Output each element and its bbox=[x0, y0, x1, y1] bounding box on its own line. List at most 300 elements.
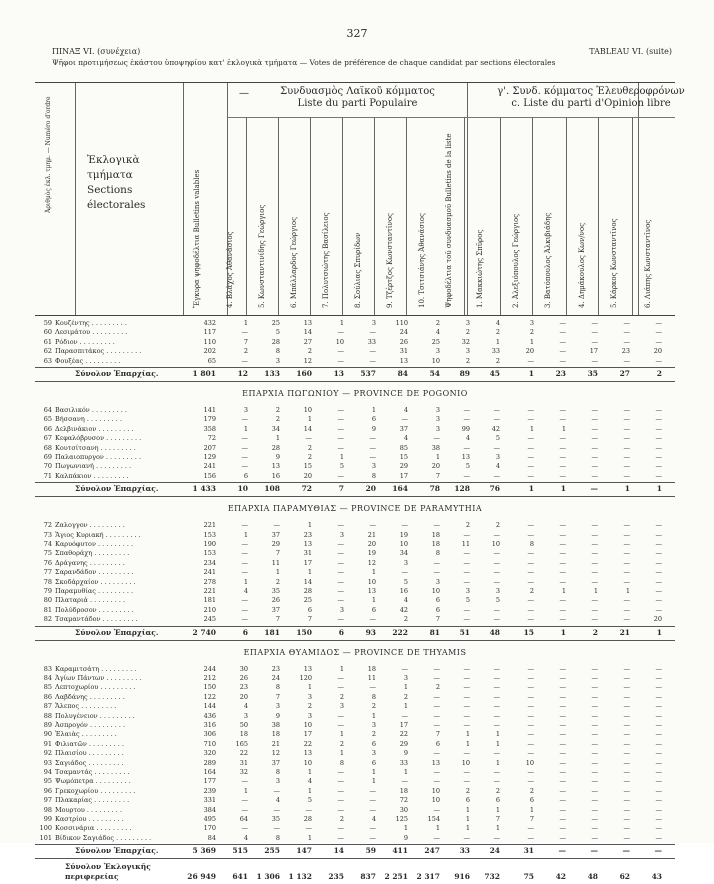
table-cell: 5 bbox=[465, 462, 470, 471]
table-cell: — bbox=[623, 739, 630, 748]
table-cell: 177 bbox=[203, 777, 216, 786]
table-cell: 1 bbox=[339, 749, 344, 758]
table-cell: 2 bbox=[339, 815, 344, 823]
table-cell: — bbox=[623, 721, 630, 729]
table-cell: 2 251 bbox=[384, 872, 408, 882]
table-cell: 210 bbox=[203, 605, 216, 614]
table-cell: 2 bbox=[656, 369, 662, 378]
table-cell: 13 bbox=[303, 664, 312, 673]
table-cell: 64 bbox=[239, 815, 248, 823]
table-cell: — bbox=[401, 777, 408, 786]
table-cell: — bbox=[559, 768, 566, 776]
table-cell: 78 bbox=[429, 484, 440, 494]
table-cell: 1 bbox=[243, 530, 248, 539]
table-cell: — bbox=[655, 833, 662, 842]
table-cell: — bbox=[655, 406, 662, 414]
table-cell: — bbox=[559, 558, 566, 567]
section-name: Δελβινάκιον . . . . . . . . . bbox=[55, 424, 134, 433]
table-cell: 164 bbox=[203, 768, 216, 776]
table-cell: 129 bbox=[203, 453, 216, 461]
section-name: Ἀσπρογόν . . . . . . . . . bbox=[55, 721, 126, 729]
table-cell: — bbox=[337, 674, 344, 682]
group1-title-greek: Συνδυασμὸς Λαϊκοῦ κόμματος bbox=[280, 86, 435, 97]
table-cell: 17 bbox=[399, 721, 408, 729]
table-cell: 4 bbox=[275, 796, 280, 805]
table-cell: 38 bbox=[431, 443, 440, 452]
table-cell: — bbox=[559, 453, 566, 461]
table-cell: 48 bbox=[587, 872, 598, 882]
table-cell: — bbox=[559, 674, 566, 682]
table-cell: — bbox=[337, 540, 344, 548]
table-cell: 16 bbox=[399, 587, 408, 595]
table-cell: 28 bbox=[303, 587, 312, 595]
table-cell: 10 bbox=[237, 484, 248, 494]
table-cell: 1 bbox=[403, 702, 408, 711]
table-cell: — bbox=[623, 521, 630, 530]
table-cell: — bbox=[591, 568, 598, 577]
table-cell: 316 bbox=[203, 721, 216, 729]
table-cell: 3 bbox=[339, 530, 344, 539]
table-cell: — bbox=[337, 833, 344, 842]
table-cell: 20 bbox=[431, 462, 440, 471]
table-cell: — bbox=[655, 568, 662, 577]
table-cell: — bbox=[559, 462, 566, 471]
table-cell: — bbox=[623, 605, 630, 614]
table-cell: 221 bbox=[203, 521, 216, 530]
section-name: Παραμυθίας . . . . . . . . . bbox=[55, 587, 134, 595]
table-cell: — bbox=[591, 521, 598, 530]
table-cell: — bbox=[559, 471, 566, 480]
table-cell: 4 bbox=[403, 596, 408, 605]
table-cell: 11 bbox=[461, 540, 470, 548]
table-cell: 4 bbox=[243, 587, 248, 595]
table-cell: — bbox=[655, 758, 662, 767]
table-cell: — bbox=[527, 406, 534, 414]
table-cell: — bbox=[241, 824, 248, 833]
table-cell: 1 bbox=[560, 484, 566, 494]
table-cell: — bbox=[527, 702, 534, 711]
table-cell: — bbox=[591, 549, 598, 558]
table-cell: 1 bbox=[435, 453, 440, 461]
section-name: Λεπτοχωρίου . . . . . . . . . bbox=[55, 683, 136, 692]
grand-total-label: Σύνολον Ἐκλογικῆς περιφερείας bbox=[65, 862, 151, 882]
table-cell: 82 bbox=[43, 615, 52, 624]
table-cell: 31 bbox=[523, 846, 534, 856]
table-cell: 10 bbox=[431, 587, 440, 595]
table-cell: 33 bbox=[399, 758, 408, 767]
table-cell: — bbox=[559, 347, 566, 356]
table-cell: 108 bbox=[264, 484, 280, 494]
table-cell: — bbox=[337, 406, 344, 414]
table-cell: 3 bbox=[307, 692, 312, 701]
group-header-free-opinion-party bbox=[471, 86, 711, 110]
table-cell: 20 bbox=[653, 615, 662, 624]
table-cell: — bbox=[527, 443, 534, 452]
table-cell: 2 bbox=[465, 786, 470, 795]
table-cell: 33 bbox=[459, 846, 470, 856]
table-cell: — bbox=[655, 558, 662, 567]
table-cell: 81 bbox=[429, 627, 440, 637]
table-cell: — bbox=[463, 406, 470, 414]
table-cell: 31 bbox=[239, 758, 248, 767]
table-cell: 10 bbox=[461, 758, 470, 767]
table-cell: 2 bbox=[275, 577, 280, 586]
table-cell: 150 bbox=[296, 627, 312, 637]
table-cell: 2 317 bbox=[416, 872, 440, 882]
table-cell: — bbox=[623, 796, 630, 805]
table-cell: 2 bbox=[495, 521, 500, 530]
table-cell: 2 bbox=[465, 328, 470, 337]
section-name: Παλαιοπυργον . . . . . . . . . bbox=[55, 453, 142, 461]
table-cell: — bbox=[493, 683, 500, 692]
table-cell: 9 bbox=[403, 833, 408, 842]
table-cell: 6 bbox=[371, 758, 376, 767]
table-cell: 170 bbox=[203, 824, 216, 833]
table-cell: — bbox=[623, 337, 630, 346]
table-cell: — bbox=[433, 568, 440, 577]
table-cell: — bbox=[559, 758, 566, 767]
table-cell: 6 bbox=[435, 605, 440, 614]
table-cell: 62 bbox=[43, 347, 52, 356]
table-cell: 3 bbox=[403, 674, 408, 682]
table-cell: — bbox=[591, 443, 598, 452]
table-cell: 1 bbox=[529, 337, 534, 346]
table-cell: — bbox=[623, 777, 630, 786]
table-cell: 26 bbox=[239, 674, 248, 682]
section-name: Ζαλογγον . . . . . . . . . bbox=[55, 521, 125, 530]
table-cell: — bbox=[623, 577, 630, 586]
table-cell: — bbox=[559, 833, 566, 842]
table-cell: 92 bbox=[43, 749, 52, 758]
table-cell: 10 bbox=[431, 356, 440, 365]
table-cell: — bbox=[369, 683, 376, 692]
table-cell: 4 bbox=[435, 328, 440, 337]
table-cell: 6 bbox=[371, 415, 376, 424]
table-cell: 27 bbox=[619, 369, 630, 378]
table-cell: — bbox=[493, 777, 500, 786]
table-cell: 3 bbox=[495, 587, 500, 595]
table-cell: 61 bbox=[43, 337, 52, 346]
table-header: Ἀριθμὸς ἐκλ. τμημ. — Numéro d'ordre Ἐκλογικὰ τμήματα Sections électorales Ἔγκυρα ψηφοδέλτια Bulletins valables — Συνδυασμὸς Λαϊκοῦ κόμματος Liste du parti Populaire γ'. Συνδ. κόμματος Ἐλευθεροφρόνων c. Liste du parti d'Opinion libre 4. Βλάχος Ἀθανάσιος 5. Κωνσταντινίδης Γεώργιος 6. Μπάλλαρδος Γεώργιος 7. Πολυτσιώτης Βασίλειος 8. Σούλιας Σπυρίδων 9. Τζέρτζος Κωνσταντῖνος 10. Τσιτσιάνης Ἀθανάσιος Ψηφοδέλτια τοῦ συνδυασμοῦ Bulletins de la liste 1. Μακκιώτης Σπῦρος 2. Ἀλεξιόπουλος Γεώργιος 3. Βατόπουλος Ἀλκιβιάδης 4. Δημάκουλος Κων/νος 5. Κάρκος Κωνσταντῖνος 6. Λιάπης Κωνσταντῖνος bbox=[35, 82, 675, 316]
table-cell: — bbox=[591, 337, 598, 346]
table-cell: — bbox=[527, 356, 534, 365]
table-cell: 85 bbox=[399, 443, 408, 452]
table-cell: 18 bbox=[367, 664, 376, 673]
table-cell: — bbox=[655, 577, 662, 586]
section-name: Σκοδάρχαίον . . . . . . . . . bbox=[55, 577, 136, 586]
table-cell: — bbox=[623, 805, 630, 814]
table-cell: 1 bbox=[307, 786, 312, 795]
table-cell: 13 bbox=[399, 356, 408, 365]
table-cell: — bbox=[463, 777, 470, 786]
table-cell: — bbox=[559, 549, 566, 558]
table-cell: — bbox=[623, 711, 630, 720]
table-cell: — bbox=[493, 711, 500, 720]
table-cell: — bbox=[591, 415, 598, 424]
table-cell: — bbox=[337, 824, 344, 833]
table-cell: — bbox=[559, 796, 566, 805]
table-cell: 3 bbox=[465, 587, 470, 595]
table-cell: 24 bbox=[271, 674, 280, 682]
table-cell: — bbox=[241, 777, 248, 786]
table-cell: — bbox=[591, 356, 598, 365]
table-cell: — bbox=[559, 356, 566, 365]
table-cell: 5 bbox=[465, 596, 470, 605]
table-cell: 69 bbox=[43, 453, 52, 461]
table-cell: 10 bbox=[491, 540, 500, 548]
table-cell: — bbox=[493, 415, 500, 424]
table-cell: 7 bbox=[338, 484, 344, 494]
table-cell: — bbox=[655, 549, 662, 558]
table-cell: — bbox=[493, 577, 500, 586]
section-name: Ἁγίων Πάντων . . . . . . . . . bbox=[55, 674, 142, 682]
table-cell: — bbox=[591, 749, 598, 758]
table-cell: 1 bbox=[371, 777, 376, 786]
table-cell: — bbox=[559, 577, 566, 586]
table-cell: 11 bbox=[271, 558, 280, 567]
table-cell: 1 bbox=[495, 824, 500, 833]
table-cell: 5 bbox=[275, 328, 280, 337]
table-cell: — bbox=[433, 434, 440, 443]
region-heading: ΕΠΑΡΧΙΑ ΠΩΓΩΝΙΟΥ — PROVINCE DE POGONIO bbox=[242, 389, 468, 398]
section-name: Βασιλικόν . . . . . . . . . bbox=[55, 406, 127, 414]
table-cell: — bbox=[369, 833, 376, 842]
table-cell: 916 bbox=[454, 872, 470, 882]
table-cell: 72 bbox=[399, 796, 408, 805]
table-cell: — bbox=[623, 406, 630, 414]
table-cell: 77 bbox=[43, 568, 52, 577]
table-cell: — bbox=[559, 540, 566, 548]
table-cell: 641 bbox=[232, 872, 248, 882]
table-cell: 2 bbox=[529, 328, 534, 337]
table-cell: 222 bbox=[392, 627, 408, 637]
table-cell: 59 bbox=[365, 846, 376, 856]
table-cell: — bbox=[369, 786, 376, 795]
table-cell: 153 bbox=[203, 549, 216, 558]
table-cell: — bbox=[559, 319, 566, 327]
table-cell: — bbox=[527, 664, 534, 673]
table-cell: 320 bbox=[203, 749, 216, 758]
page-number: 327 bbox=[346, 27, 368, 40]
table-cell: 76 bbox=[489, 484, 500, 494]
table-cell: 11 bbox=[367, 674, 376, 682]
table-cell: 37 bbox=[271, 530, 280, 539]
table-cell: — bbox=[463, 702, 470, 711]
table-cell: 70 bbox=[43, 462, 52, 471]
table-cell: 31 bbox=[399, 347, 408, 356]
table-cell: — bbox=[493, 721, 500, 729]
table-cell: — bbox=[527, 692, 534, 701]
table-cell: 84 bbox=[207, 833, 216, 842]
table-cell: — bbox=[337, 471, 344, 480]
table-cell: 179 bbox=[203, 415, 216, 424]
table-cell: 3 bbox=[243, 711, 248, 720]
table-cell: 5 bbox=[495, 434, 500, 443]
column-header-sections bbox=[87, 153, 177, 213]
table-cell: — bbox=[463, 683, 470, 692]
table-cell: 25 bbox=[303, 596, 312, 605]
table-cell: 3 bbox=[465, 347, 470, 356]
section-name: Σπαθοράχη . . . . . . . . . bbox=[55, 549, 130, 558]
table-cell: — bbox=[559, 805, 566, 814]
table-cell: 101 bbox=[39, 833, 52, 842]
table-cell: 23 bbox=[621, 347, 630, 356]
table-cell: — bbox=[433, 521, 440, 530]
table-cell: — bbox=[655, 692, 662, 701]
table-cell: 2 bbox=[435, 683, 440, 692]
table-cell: 165 bbox=[235, 739, 248, 748]
table-cell: 17 bbox=[399, 471, 408, 480]
table-cell: — bbox=[433, 777, 440, 786]
table-cell: 73 bbox=[43, 530, 52, 539]
table-cell: 8 bbox=[529, 540, 534, 548]
table-cell: — bbox=[241, 521, 248, 530]
table-cell: — bbox=[655, 683, 662, 692]
table-cell: — bbox=[623, 568, 630, 577]
table-cell: 23 bbox=[271, 664, 280, 673]
table-cell: 2 bbox=[275, 406, 280, 414]
table-cell: 2 bbox=[465, 521, 470, 530]
table-cell: — bbox=[527, 549, 534, 558]
table-cell: 72 bbox=[43, 521, 52, 530]
table-cell: 59 bbox=[43, 319, 52, 327]
table-cell: 8 bbox=[275, 768, 280, 776]
table-cell: 3 bbox=[435, 406, 440, 414]
table-cell: — bbox=[369, 347, 376, 356]
total-label: Σύνολον Ἐπαρχίας. bbox=[75, 484, 159, 494]
section-name: Κουζέντης . . . . . . . . . bbox=[55, 319, 127, 327]
table-row bbox=[35, 833, 675, 843]
table-cell: 2 bbox=[371, 730, 376, 739]
table-cell: 1 bbox=[243, 786, 248, 795]
table-cell: 29 bbox=[271, 540, 280, 548]
section-name: Βήσσανη . . . . . . . . . bbox=[55, 415, 122, 424]
table-cell: — bbox=[493, 530, 500, 539]
section-name: Καστρίου . . . . . . . . . bbox=[55, 815, 124, 823]
table-cell: 35 bbox=[587, 369, 598, 378]
table-cell: 1 bbox=[371, 406, 376, 414]
table-cell: — bbox=[527, 596, 534, 605]
table-cell: — bbox=[369, 443, 376, 452]
table-cell: — bbox=[337, 558, 344, 567]
table-cell: 156 bbox=[203, 471, 216, 480]
table-cell: — bbox=[463, 664, 470, 673]
table-cell: 24 bbox=[489, 846, 500, 856]
table-cell: 2 bbox=[465, 356, 470, 365]
table-cell: — bbox=[337, 443, 344, 452]
table-cell: 14 bbox=[303, 577, 312, 586]
table-cell: 2 bbox=[307, 702, 312, 711]
table-cell: 14 bbox=[333, 846, 344, 856]
table-cell: — bbox=[463, 615, 470, 624]
table-cell: 1 bbox=[371, 596, 376, 605]
table-cell: 38 bbox=[271, 721, 280, 729]
table-cell: 45 bbox=[489, 369, 500, 378]
table-cell: — bbox=[369, 453, 376, 461]
section-name: Κουτσίτσανη . . . . . . . . . bbox=[55, 443, 136, 452]
table-cell: — bbox=[369, 615, 376, 624]
table-cell: — bbox=[559, 683, 566, 692]
table-cell: 1 bbox=[403, 768, 408, 776]
table-cell: — bbox=[337, 328, 344, 337]
table-cell: 22 bbox=[399, 730, 408, 739]
grand-total-row bbox=[35, 862, 675, 884]
table-cell: 2 bbox=[275, 415, 280, 424]
table-cell: — bbox=[527, 721, 534, 729]
table-cell: 6 bbox=[435, 596, 440, 605]
table-cell: 30 bbox=[239, 664, 248, 673]
table-cell: 85 bbox=[43, 683, 52, 692]
table-cell: 31 bbox=[303, 549, 312, 558]
table-cell: — bbox=[655, 337, 662, 346]
table-cell: 7 bbox=[529, 815, 534, 823]
table-cell: 12 bbox=[303, 356, 312, 365]
table-cell: 42 bbox=[399, 605, 408, 614]
region-heading: ΕΠΑΡΧΙΑ ΘΥΑΜΙΔΟΣ — PROVINCE DE THYAMIS bbox=[243, 647, 467, 657]
table-cell: 2 bbox=[529, 786, 534, 795]
table-cell: 4 bbox=[243, 833, 248, 842]
table-cell: 24 bbox=[399, 328, 408, 337]
table-cell: — bbox=[591, 453, 598, 461]
table-cell: 20 bbox=[365, 484, 376, 494]
section-name: Ἄλεπος . . . . . . . . . bbox=[55, 702, 117, 711]
group1-title-french: Liste du parti Populaire bbox=[297, 98, 418, 109]
table-cell: — bbox=[493, 674, 500, 682]
table-cell: 3 bbox=[371, 749, 376, 758]
table-cell: — bbox=[559, 406, 566, 414]
table-cell: — bbox=[591, 815, 598, 823]
table-cell: 42 bbox=[555, 872, 566, 882]
table-cell: 2 bbox=[592, 627, 598, 637]
table-cell: — bbox=[337, 711, 344, 720]
table-cell: 12 bbox=[367, 558, 376, 567]
table-cell: 12 bbox=[271, 749, 280, 758]
table-cell: 7 bbox=[435, 730, 440, 739]
table-cell: 63 bbox=[43, 356, 52, 365]
table-cell: 17 bbox=[589, 347, 598, 356]
table-cell: 7 bbox=[435, 615, 440, 624]
table-cell: 432 bbox=[203, 319, 216, 327]
table-cell: 6 bbox=[371, 605, 376, 614]
table-cell: 67 bbox=[43, 434, 52, 443]
section-name: Πλαισίου . . . . . . . . . bbox=[55, 749, 124, 758]
table-cell: — bbox=[591, 530, 598, 539]
table-cell: 8 bbox=[275, 347, 280, 356]
table-cell: — bbox=[369, 434, 376, 443]
table-cell: 7 bbox=[435, 471, 440, 480]
table-cell: — bbox=[463, 558, 470, 567]
table-cell: — bbox=[623, 692, 630, 701]
table-cell: — bbox=[559, 815, 566, 823]
table-cell: — bbox=[559, 730, 566, 739]
section-name: Κοσσινάρια . . . . . . . . . bbox=[55, 824, 132, 833]
table-cell: 1 bbox=[529, 805, 534, 814]
table-cell: — bbox=[559, 739, 566, 748]
table-cell: — bbox=[623, 824, 630, 833]
table-cell: 7 bbox=[275, 549, 280, 558]
table-cell: 25 bbox=[271, 319, 280, 327]
table-cell: — bbox=[591, 702, 598, 711]
column-header-number: Ἀριθμὸς ἐκλ. τμημ. — Numéro d'ordre bbox=[45, 96, 52, 213]
table-cell: 1 bbox=[495, 758, 500, 767]
table-cell: — bbox=[559, 328, 566, 337]
province-total-row bbox=[35, 368, 675, 380]
table-cell: — bbox=[623, 768, 630, 776]
table-cell: — bbox=[527, 462, 534, 471]
section-name: Πλαταριά . . . . . . . . . bbox=[55, 596, 126, 605]
table-cell: — bbox=[655, 443, 662, 452]
table-cell: 120 bbox=[299, 674, 312, 682]
